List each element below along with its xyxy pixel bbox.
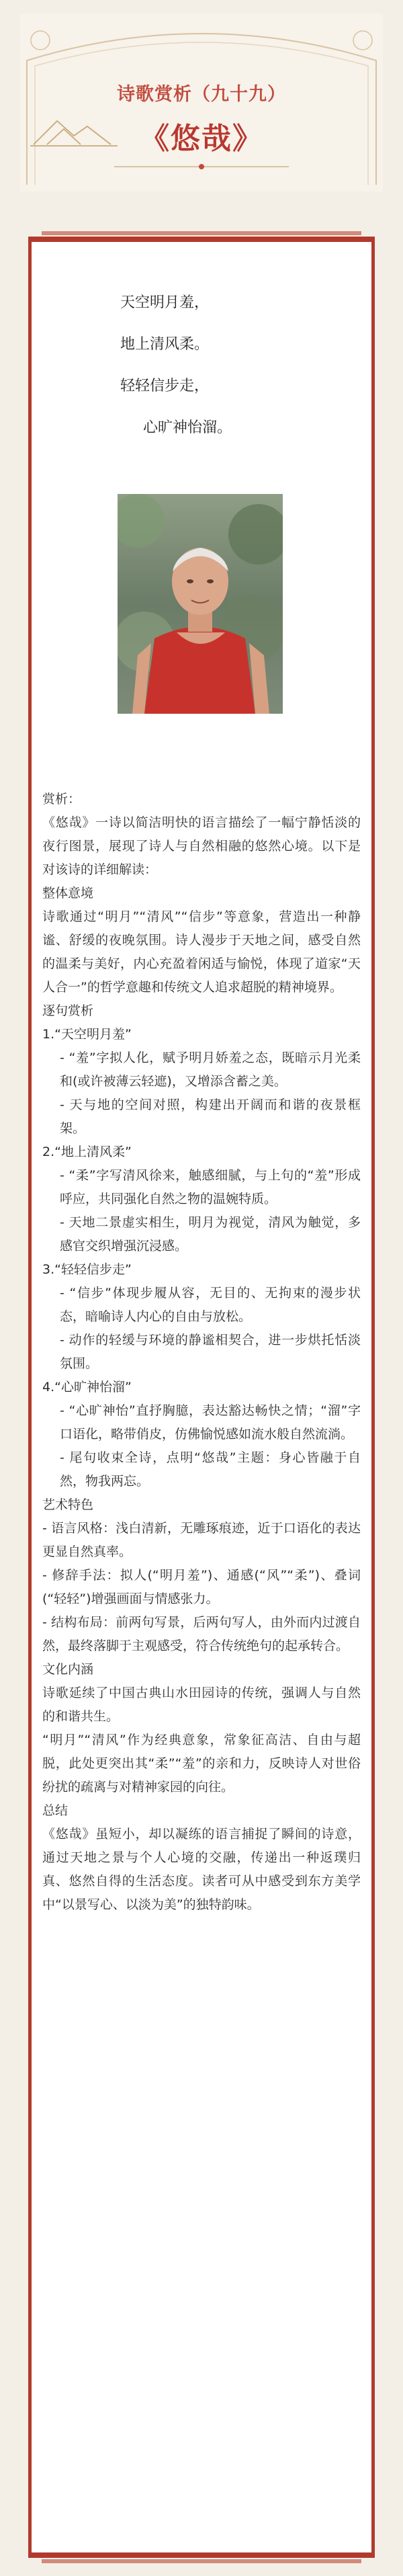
analysis-item: - “信步”体现步履从容，无目的、无拘束的漫步状态，暗喻诗人内心的自由与放松。 <box>60 1286 361 1324</box>
section-heading: 文化内涵 <box>42 1662 94 1677</box>
section-heading: 4.“心旷神怡溜” <box>42 1380 132 1395</box>
card-top-border <box>28 228 375 243</box>
poem <box>119 282 314 449</box>
paragraph: 《悠哉》虽短小，却以凝练的语言捕捉了瞬间的诗意，通过天地之景与个人心境的交融，传递出一种返璞归真、悠然自得的生活态度。读者可从中感受到东方美学中“以景写心、以淡为美”的独特韵味。 <box>42 1827 361 1912</box>
series-title: 诗歌赏析（九十九） <box>117 84 286 105</box>
section-heading: 3.“轻轻信步走” <box>42 1262 132 1277</box>
poem-line: 天空明月羞， <box>120 294 210 311</box>
section-heading: 赏析： <box>42 792 81 806</box>
analysis-item: - 尾句收束全诗，点明“悠哉”主题：身心皆融于自然，物我两忘。 <box>60 1450 361 1489</box>
poem-line: 轻轻信步走， <box>120 378 210 394</box>
paragraph: 诗歌延续了中国古典山水田园诗的传统，强调人与自然的和谐共生。 <box>42 1686 361 1724</box>
analysis-item: - “柔”字写清风徐来，触感细腻，与上句的“羞”形成呼应，共同强化自然之物的温婉特质。 <box>60 1168 361 1206</box>
portrait-image <box>118 494 283 714</box>
analysis-item: - 动作的轻缓与环境的静谧相契合，进一步烘托恬淡氛围。 <box>60 1333 361 1371</box>
section-heading: 整体意境 <box>42 886 94 901</box>
paragraph: - 结构布局：前两句写景，后两句写人，由外而内过渡自然，最终落脚于主观感受，符合传统绝句的起承转合。 <box>42 1615 361 1653</box>
paragraph: “明月”“清风”作为经典意象，常象征高洁、自由与超脱，此处更突出其“柔”“羞”的亲和力，反映诗人对世俗纷扰的疏离与对精神家园的向往。 <box>42 1733 361 1794</box>
poem-line: 地上清风柔。 <box>120 336 210 353</box>
poem-title: 《悠哉》 <box>140 122 263 156</box>
section-heading: 2.“地上清风柔” <box>42 1145 132 1159</box>
section-heading: 总结 <box>42 1803 69 1818</box>
paragraph: - 修辞手法：拟人(“明月羞”)、通感(“风”“柔”)、叠词(“轻轻”)增强画面与情感张力。 <box>42 1568 361 1606</box>
header-banner <box>20 13 383 192</box>
paragraph: - 语言风格：浅白清新，无雕琢痕迹，近于口语化的表达更显自然真率。 <box>42 1521 361 1559</box>
section-heading: 1.“天空明月羞” <box>42 1027 132 1042</box>
analysis-item: - “心旷神怡”直抒胸臆，表达豁达畅快之情；“溜”字口语化，略带俏皮，仿佛愉悦感如流水般自然流淌。 <box>60 1403 361 1442</box>
author-photo <box>118 494 283 714</box>
poem-line: 心旷神怡溜。 <box>143 419 232 436</box>
paragraph: 《悠哉》一诗以简洁明快的语言描绘了一幅宁静恬淡的夜行图景，展现了诗人与自然相融的悠然心境。以下是对该诗的详细解读： <box>42 815 361 877</box>
paragraph: 诗歌通过“明月”“清风”“信步”等意象，营造出一种静谧、舒缓的夜晚氛围。诗人漫步于天地之间，感受自然的温柔与美好，内心充盈着闲适与愉悦，体现了道家“天人合一”的哲学意趣和传统文人追求超脱的精神境界。 <box>42 909 361 995</box>
analysis-item: - 天与地的空间对照，构建出开阔而和谐的夜景框架。 <box>60 1097 361 1136</box>
section-heading: 艺术特色 <box>42 1497 94 1512</box>
section-heading: 逐句赏析 <box>42 1003 94 1018</box>
card-bottom-border <box>28 2551 375 2566</box>
analysis-item: - “羞”字拟人化，赋予明月娇羞之态，既暗示月光柔和(或许被薄云轻遮)，又增添含蓄之美。 <box>60 1050 361 1089</box>
analysis-item: - 天地二景虚实相生，明月为视觉，清风为触觉，多感官交织增强沉浸感。 <box>60 1215 361 1253</box>
content-card <box>28 242 375 2554</box>
article-body <box>42 788 361 1917</box>
